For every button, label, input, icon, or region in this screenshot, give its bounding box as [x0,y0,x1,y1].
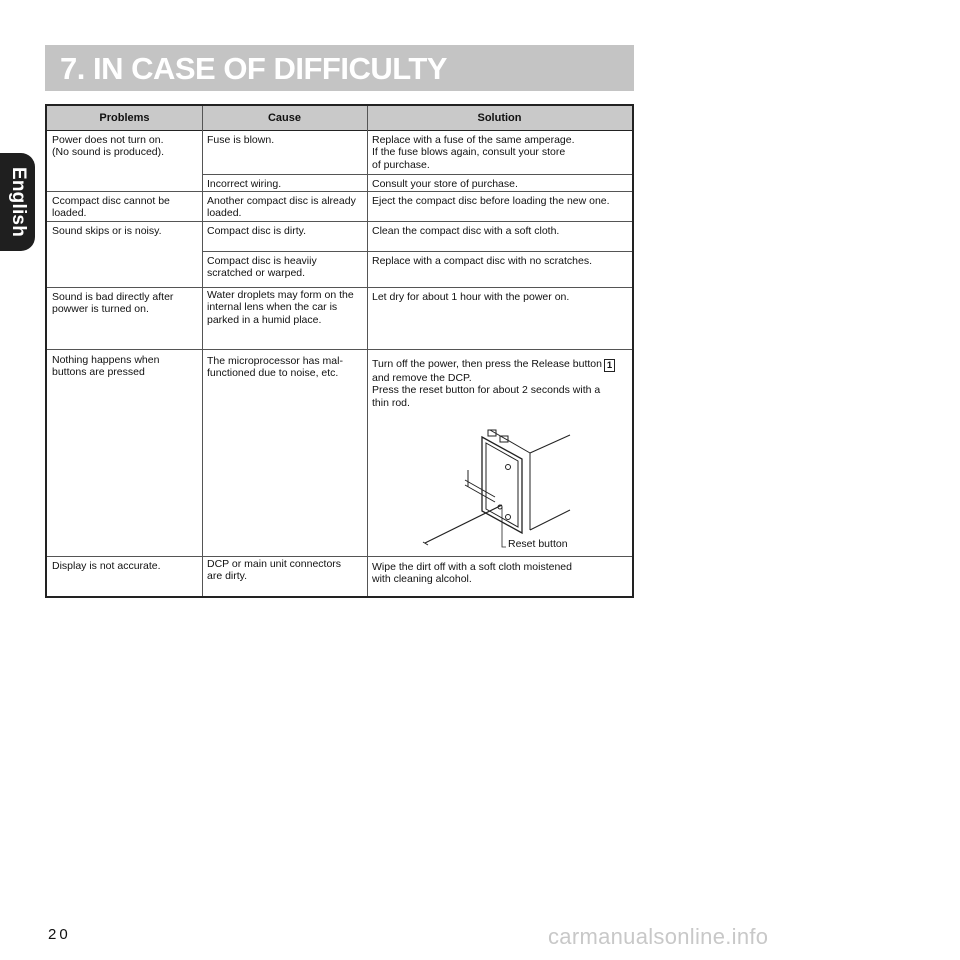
language-tab [0,153,35,251]
problem-cell: Sound is bad directly after powwer is turned on. [52,291,174,316]
page-number: 20 [48,926,71,943]
title-bar [45,45,634,91]
reset-button-diagram [420,425,580,550]
watermark: carmanualsonline.info [548,924,769,949]
header-cause: Cause [202,106,367,130]
cause-cell: Compact disc is dirty. [207,225,306,237]
problem-cell: Ccompact disc cannot be loaded. [52,195,170,220]
solution-cell: Let dry for about 1 hour with the power on. [372,291,570,303]
solution-text: Turn off the power, then press the Release button [372,358,602,370]
solution-cell: Replace with a fuse of the same amperage. If the fuse blows again, consult your store of purchase. [372,134,575,171]
problem-cell: Sound skips or is noisy. [52,225,162,237]
problem-cell: Power does not turn on. (No sound is produced). [52,134,165,159]
language-tab-label: English [7,166,29,238]
problem-cell: Nothing happens when buttons are pressed [52,354,160,379]
solution-cell: Eject the compact disc before loading the new one. [372,195,610,207]
cause-cell: Water droplets may form on the internal lens when the car is parked in a humid place. [207,289,354,326]
solution-text: and remove the DCP. Press the reset button for about 2 seconds with a thin rod. [372,372,601,409]
cause-cell: Another compact disc is already loaded. [207,195,356,220]
release-button-number: 1 [604,359,615,372]
cause-cell: Fuse is blown. [207,134,275,146]
header-solution: Solution [367,106,632,130]
header-problems: Problems [47,106,202,130]
cause-cell: DCP or main unit connectors are dirty. [207,558,342,583]
problem-cell: Display is not accurate. [52,560,161,572]
solution-cell: Clean the compact disc with a soft cloth. [372,225,560,237]
page-title: 7. IN CASE OF DIFFICULTY [60,51,447,86]
solution-cell: Wipe the dirt off with a soft cloth moistened with cleaning alcohol. [372,561,572,586]
solution-cell: Replace with a compact disc with no scratches. [372,255,593,267]
cause-cell: Incorrect wiring. [207,178,282,190]
cause-cell: Compact disc is heaviiy scratched or warped. [207,255,317,280]
solution-cell: Consult your store of purchase. [372,178,518,190]
reset-button-label: Reset button [508,538,568,550]
cause-cell: The microprocessor has mal- functioned due to noise, etc. [207,355,343,380]
